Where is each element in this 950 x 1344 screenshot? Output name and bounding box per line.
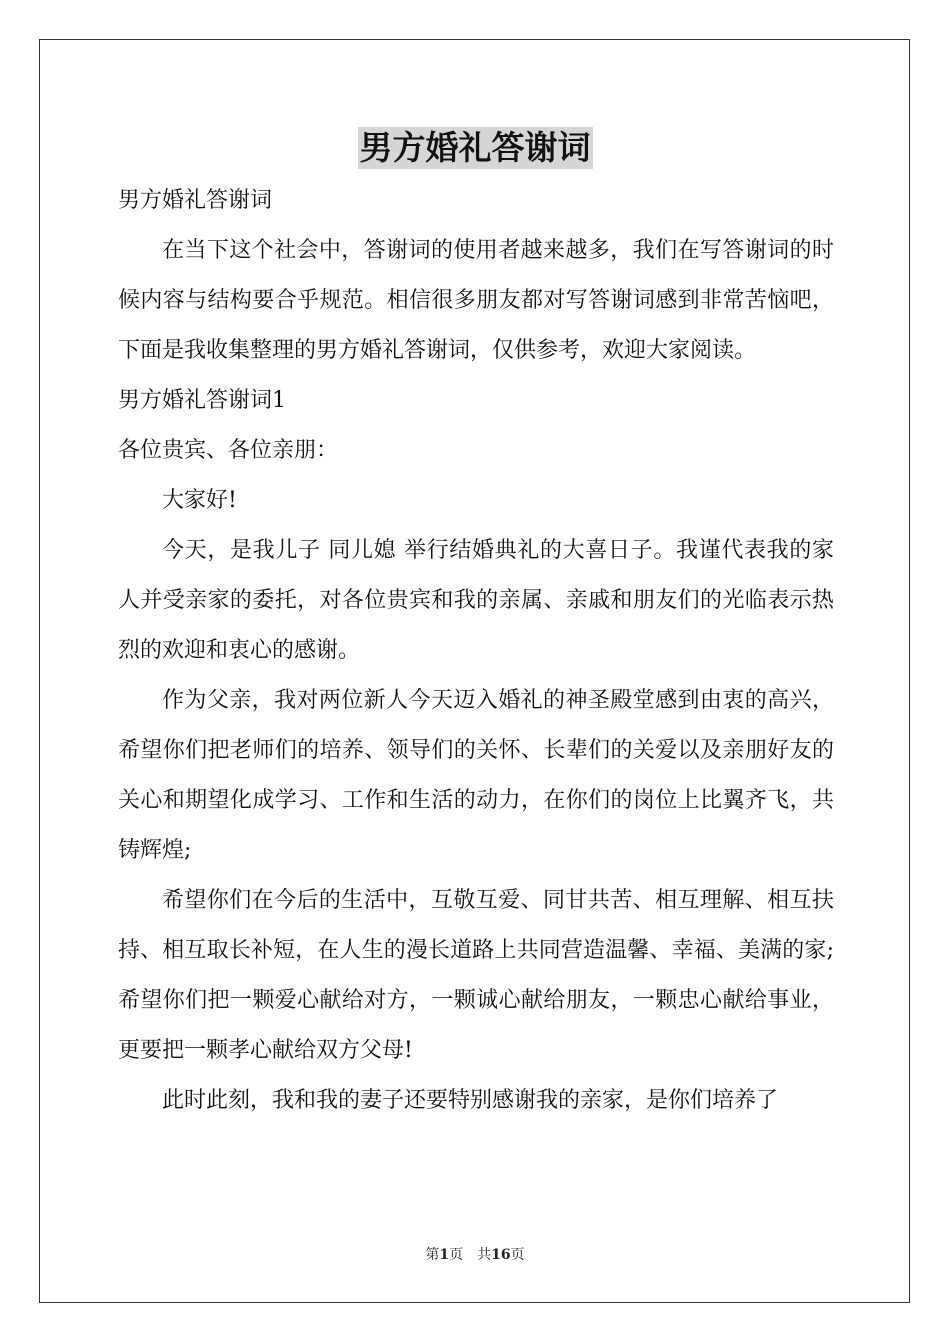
body-paragraph: 作为父亲，我对两位新人今天迈入婚礼的神圣殿堂感到由衷的高兴，希望你们把老师们的培养、领导们的关怀、长辈们的关爱以及亲朋好友的关心和期望化成学习、工作和生活的动力，在你们的岗位上比翼齐飞，共铸辉煌;: [118, 688, 834, 863]
footer-page-suffix: 页: [510, 1247, 525, 1263]
body-paragraph: 在当下这个社会中，答谢词的使用者越来越多，我们在写答谢词的时候内容与结构要合乎规范。相信很多朋友都对写答谢词感到非常苦恼吧，下面是我收集整理的男方婚礼答谢词，仅供参考，欢迎大家阅读。: [118, 238, 834, 363]
body-paragraph: 今天，是我儿子 同儿媳 举行结婚典礼的大喜日子。我谨代表我的家人并受亲家的委托，对各位贵宾和我的亲属、亲戚和朋友们的光临表示热烈的欢迎和衷心的感谢。: [118, 538, 834, 663]
body-paragraph: 大家好!: [162, 488, 237, 513]
footer-page-current: 1: [439, 1247, 450, 1263]
document-body: [118, 176, 834, 1126]
body-paragraph: 希望你们在今后的生活中，互敬互爱、同甘共苦、相互理解、相互扶持、相互取长补短，在人生的漫长道路上共同营造温馨、幸福、美满的家;希望你们把一颗爱心献给对方，一颗诚心献给朋友，一颗忠心献给事业，更要把一颗孝心献给双方父母!: [118, 888, 834, 1063]
footer-page-prefix: 第: [425, 1247, 440, 1263]
body-paragraph: 各位贵宾、各位亲朋：: [118, 438, 339, 463]
body-paragraph: 男方婚礼答谢词1: [118, 388, 286, 413]
page-footer: [0, 1245, 950, 1265]
title-container: [0, 127, 950, 169]
body-paragraph: 此时此刻，我和我的妻子还要特别感谢我的亲家，是你们培养了: [162, 1088, 779, 1113]
footer-page-total: 16: [491, 1247, 511, 1263]
document-title: 男方婚礼答谢词: [359, 128, 591, 167]
body-paragraph: 男方婚礼答谢词: [118, 188, 273, 213]
footer-page-mid: 页 共: [449, 1247, 492, 1263]
